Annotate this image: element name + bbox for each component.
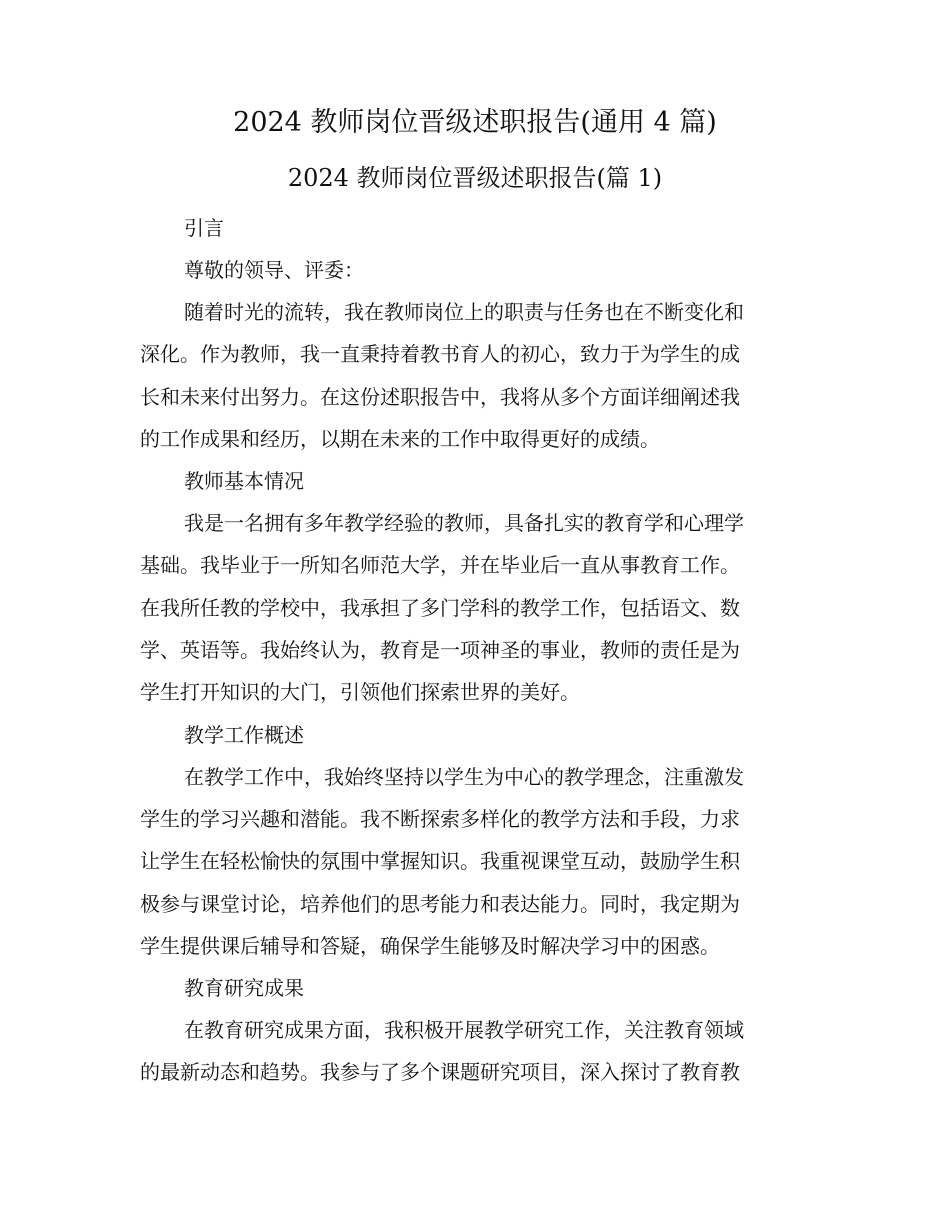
document-body: [140, 207, 810, 1094]
paragraph-line: 让学生在轻松愉快的氛围中掌握知识。我重视课堂互动，鼓励学生积: [140, 849, 740, 874]
paragraph-line: 学生提供课后辅导和答疑，确保学生能够及时解决学习中的困惑。: [140, 933, 720, 958]
paragraph-line: 在教育研究成果方面，我积极开展教学研究工作，关注教育领域: [184, 1018, 744, 1043]
paragraph-line: 的工作成果和经历，以期在未来的工作中取得更好的成绩。: [140, 426, 660, 451]
paragraph-line: 学生打开知识的大门，引领他们探索世界的美好。: [140, 680, 580, 705]
section-heading-research: 教育研究成果: [184, 976, 304, 1001]
document-subtitle: 2024 教师岗位晋级述职报告(篇 1): [287, 164, 663, 192]
paragraph-line: 长和未来付出努力。在这份述职报告中，我将从多个方面详细阐述我: [140, 384, 740, 409]
section-heading-teaching-overview: 教学工作概述: [184, 722, 304, 747]
section-heading-basic-info: 教师基本情况: [184, 469, 304, 494]
paragraph-line: 学、英语等。我始终认为，教育是一项神圣的事业，教师的责任是为: [140, 638, 740, 663]
paragraph-teaching-overview: [140, 756, 810, 967]
paragraph-line: 在我所任教的学校中，我承担了多门学科的教学工作，包括语文、数: [140, 595, 740, 620]
document-title: 2024 教师岗位晋级述职报告(通用 4 篇): [233, 107, 717, 138]
section-heading-intro: 引言: [184, 216, 224, 240]
paragraph-line: 在教学工作中，我始终坚持以学生为中心的教学理念，注重激发: [184, 764, 744, 789]
paragraph-line: 深化。作为教师，我一直秉持着教书育人的初心，致力于为学生的成: [140, 342, 740, 367]
paragraph-basic-info: [140, 502, 810, 713]
paragraph-line: 我是一名拥有多年教学经验的教师，具备扎实的教育学和心理学: [184, 511, 744, 536]
paragraph-line: 极参与课堂讨论，培养他们的思考能力和表达能力。同时，我定期为: [140, 891, 740, 916]
paragraph-line: 随着时光的流转，我在教师岗位上的职责与任务也在不断变化和: [184, 300, 744, 324]
paragraph-line: 基础。我毕业于一所知名师范大学，并在毕业后一直从事教育工作。: [140, 553, 740, 578]
paragraph-line: 的最新动态和趋势。我参与了多个课题研究项目，深入探讨了教育教: [140, 1060, 740, 1085]
salutation: 尊敬的领导、评委：: [184, 258, 364, 282]
paragraph-research: [140, 1009, 810, 1094]
paragraph-intro: [140, 291, 810, 460]
paragraph-line: 学生的学习兴趣和潜能。我不断探索多样化的教学方法和手段，力求: [140, 806, 740, 831]
